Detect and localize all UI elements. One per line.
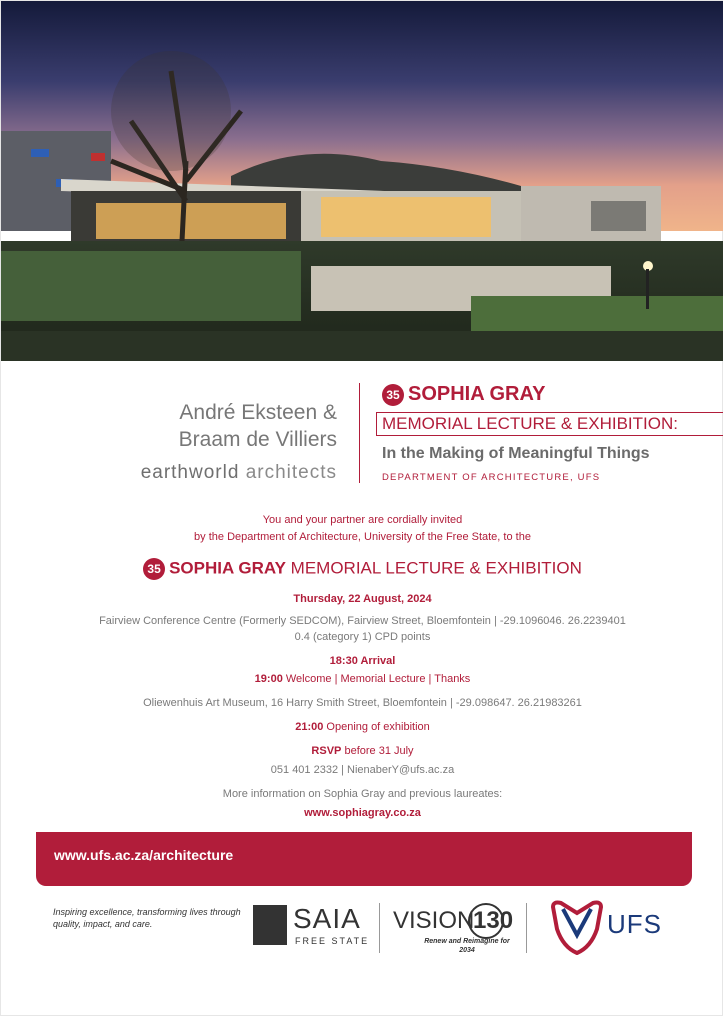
hero-photo: [1, 1, 723, 361]
contact-details: 051 401 2332 | NienaberY@ufs.ac.za: [270, 764, 455, 776]
rsvp-date: before 31 July: [344, 745, 414, 757]
program-time: 19:00: [254, 673, 283, 685]
arrival-time: 18:30 Arrival: [329, 655, 396, 667]
firm-name: [141, 462, 337, 484]
badge-35-icon: 35: [382, 384, 404, 406]
saia-logo: [253, 905, 373, 951]
architecture-website-link[interactable]: www.ufs.ac.za/architecture: [54, 847, 234, 863]
rsvp-label: RSVP: [311, 745, 342, 757]
vision-word: VISION: [393, 907, 475, 934]
saia-name: SAIA: [293, 903, 361, 934]
saia-emblem-icon: [253, 905, 287, 945]
event-name-bold: SOPHIA GRAY: [169, 558, 286, 578]
ufs-shield-icon: [547, 899, 607, 955]
program-items: Welcome | Memorial Lecture | Thanks: [285, 673, 471, 685]
exhibition-line: [1, 721, 723, 733]
invite-line-2: by the Department of Architecture, University of the Free State, to the: [194, 531, 531, 543]
firm-name-rest: architects: [245, 462, 337, 483]
ufs-tagline: Inspiring excellence, transforming lives through quality, impact, and care.: [53, 907, 241, 929]
venue-fairview: Fairview Conference Centre (Formerly SEDCOM), Fairview Street, Bloemfontein | -29.1096046. 26.2239401: [99, 615, 626, 627]
logo-separator: [379, 903, 380, 953]
sophia-gray-website-link[interactable]: www.sophiagray.co.za: [304, 807, 421, 819]
sophia-gray-title-text: SOPHIA GRAY: [408, 383, 546, 405]
badge-35-icon: 35: [143, 558, 165, 580]
architect-line-2: Braam de Villiers: [178, 428, 337, 451]
venue-oliewenhuis: Oliewenhuis Art Museum, 16 Harry Smith Street, Bloemfontein | -29.098647. 26.21983261: [143, 697, 582, 709]
header-divider: [359, 383, 360, 483]
footer-banner: [36, 832, 692, 886]
exhibition-time: 21:00: [295, 721, 324, 733]
exhibition-text: Opening of exhibition: [326, 721, 430, 733]
logo-separator: [526, 903, 527, 953]
cpd-points: 0.4 (category 1) CPD points: [294, 631, 431, 643]
vision-number: 130: [473, 907, 514, 934]
architect-names: [179, 399, 337, 453]
lecture-title: In the Making of Meaningful Things: [382, 445, 650, 462]
vision-130-logo: [393, 903, 513, 955]
ufs-name: UFS: [607, 909, 662, 939]
event-name: [1, 558, 723, 580]
architect-line-1: André Eksteen &: [179, 401, 337, 424]
more-info-text: More information on Sophia Gray and previous laureates:: [222, 788, 503, 800]
firm-name-bold: earthworld: [140, 462, 240, 483]
sophia-gray-title: [382, 383, 545, 406]
invite-line-1: You and your partner are cordially invited: [262, 514, 463, 526]
rsvp-line: [1, 745, 723, 757]
ufs-logo: [547, 899, 677, 955]
saia-subtitle: FREE STATE: [295, 936, 370, 946]
memorial-lecture-box: MEMORIAL LECTURE & EXHIBITION:: [376, 412, 723, 436]
department-label: DEPARTMENT OF ARCHITECTURE, UFS: [382, 472, 601, 483]
event-date: Thursday, 22 August, 2024: [293, 593, 432, 605]
vision-tagline: Renew and Reimagine for 2034: [424, 938, 510, 954]
program-line: [1, 673, 723, 685]
event-name-rest: MEMORIAL LECTURE & EXHIBITION: [290, 558, 582, 578]
